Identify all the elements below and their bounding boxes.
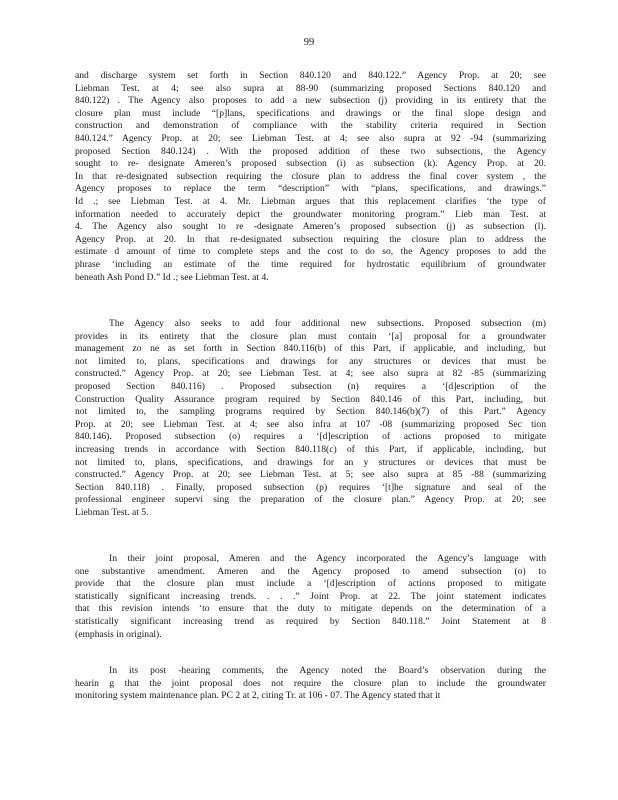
text-line: 4. The Agency also sought to re -designate Ameren’s proposed subsection (j) as subsection (l). [75, 221, 546, 233]
text-line: not limited to, plans, specifications and drawings for any structures or devices that must be [75, 355, 546, 367]
text-line: 840.124.” Agency Prop. at 20; see Liebman Test. at 4; see also supra at 92 -94 (summarizing [75, 132, 546, 144]
text-line: Agency proposes to replace the term “description” with “plans, specifications, and drawings.” [75, 183, 546, 195]
text-line: In its post -hearing comments, the Agency noted the Board’s observation during the [109, 665, 546, 676]
text-line: 840.146). Proposed subsection (o) requires a ‘[d]escription of actions proposed to mitigate [75, 431, 546, 443]
text-line: In their joint proposal, Ameren and the Agency incorporated the Agency’s language with [109, 553, 546, 564]
text-line: constructed.” Agency Prop. at 20; see Liebman Test. at 5; see also supra at 85 -88 (summarizing [75, 469, 546, 481]
text-line: Agency Prop. at 20. In that re-designated subsection requiring the closure plan to address the [75, 233, 546, 245]
text-line: closure plan must include “[p]lans, specifications and drawings or the final slope design and [75, 107, 546, 119]
text-line: increasing trends in accordance with Section 840.118(c) of this Part, if applicable, including, but [75, 443, 546, 455]
text-line: Section 840.118) . Finally, proposed subsection (p) requires ‘[t]he signature and seal of the [75, 481, 546, 493]
text-line: one substantive amendment. Ameren and the Agency proposed to amend subsection (o) to [75, 565, 546, 577]
text-line: (emphasis in original). [75, 628, 162, 640]
text-line: provides in its entirety that the closure plan must contain ‘[a] proposal for a groundwater [75, 330, 546, 342]
text-line: management zo ne as set forth in Section 840.116(b) of this Part, if applicable, and including, but [75, 343, 546, 355]
text-line: construction and demonstration of compliance with the stability criteria required in Section [75, 120, 546, 132]
paragraph-2 [75, 318, 546, 520]
text-line: The Agency also seeks to add four additional new subsections. Proposed subsection (m) [109, 318, 546, 329]
text-line: professional engineer supervi sing the preparation of the closure plan.” Agency Prop. at 20; see [75, 494, 546, 506]
text-line: not limited to, the sampling programs required by Section 840.146(b)(7) of this Part.” Agency [75, 406, 546, 418]
text-line: not limited to, plans, specifications, and drawings for an y structures or devices that must be [75, 456, 546, 468]
text-line: hearin g that the joint proposal does not require the closure plan to include the groundwater [75, 677, 546, 689]
page-number: 99 [303, 37, 315, 48]
text-line: proposed Section 840.124) . With the proposed addition of these two subsections, the Agency [75, 145, 546, 157]
text-line: phrase ‘including an estimate of the time required for hydrostatic equilibrium of groundwater [75, 258, 546, 270]
text-line: provide that the closure plan must include a ‘[d]escription of actions proposed to mitigate [75, 578, 546, 590]
text-line: beneath Ash Pond D.” Id .; see Liebman Test. at 4. [75, 271, 269, 283]
text-line: Liebman Test. at 4; see also supra at 88-90 (summarizing proposed Sections 840.120 and [75, 82, 546, 94]
text-line: and discharge system set forth in Section 840.120 and 840.122.” Agency Prop. at 20; see [75, 70, 546, 81]
text-line: Construction Quality Assurance program required by Section 840.146 of this Part, including, but [75, 393, 546, 405]
text-line: monitoring system maintenance plan. PC 2 at 2, citing Tr. at 106 - 07. The Agency stated that it [75, 690, 441, 702]
text-line: Prop. at 20; see Liebman Test. at 4; see also infra at 107 -08 (summarizing proposed Sec tion [75, 418, 546, 430]
text-line: estimate d amount of time to complete steps and the cost to do so, the Agency proposes to add the [75, 246, 546, 258]
text-line: In that re-designated subsection requiring the closure plan to address the final cover system , the [75, 170, 546, 182]
text-line: Id .; see Liebman Test. at 4. Mr. Liebman argues that this replacement clarifies ‘the type of [75, 195, 546, 207]
text-line: statistically significant increasing trend as required by Section 840.118.” Joint Statement at 8 [75, 615, 546, 627]
paragraph-3 [75, 553, 546, 641]
text-line: constructed.” Agency Prop. at 20; see Liebman Test. at 4; see also supra at 82 -85 (summarizing [75, 368, 546, 380]
text-line: proposed Section 840.116) . Proposed subsection (n) requires a ‘[d]escription of the [75, 380, 546, 392]
text-line: Liebman Test. at 5. [75, 506, 149, 518]
paragraph-4 [75, 665, 546, 703]
paragraph-1 [75, 70, 546, 284]
text-line: sought to re- designate Ameren’s proposed subsection (i) as subsection (k). Agency Prop. at 20. [75, 158, 546, 170]
text-line: statistically significant increasing trends. . . .” Joint Prop. at 22. The joint statement indicates [75, 590, 546, 602]
text-line: 840.122) . The Agency also proposes to add a new subsection (j) providing in its entirety that the [75, 95, 546, 107]
text-line: that this revision intends ‘to ensure that the duty to mitigate depends on the determination of a [75, 603, 546, 615]
text-line: information needed to accurately depict the groundwater monitoring program.” Lieb man Test. at [75, 208, 546, 220]
